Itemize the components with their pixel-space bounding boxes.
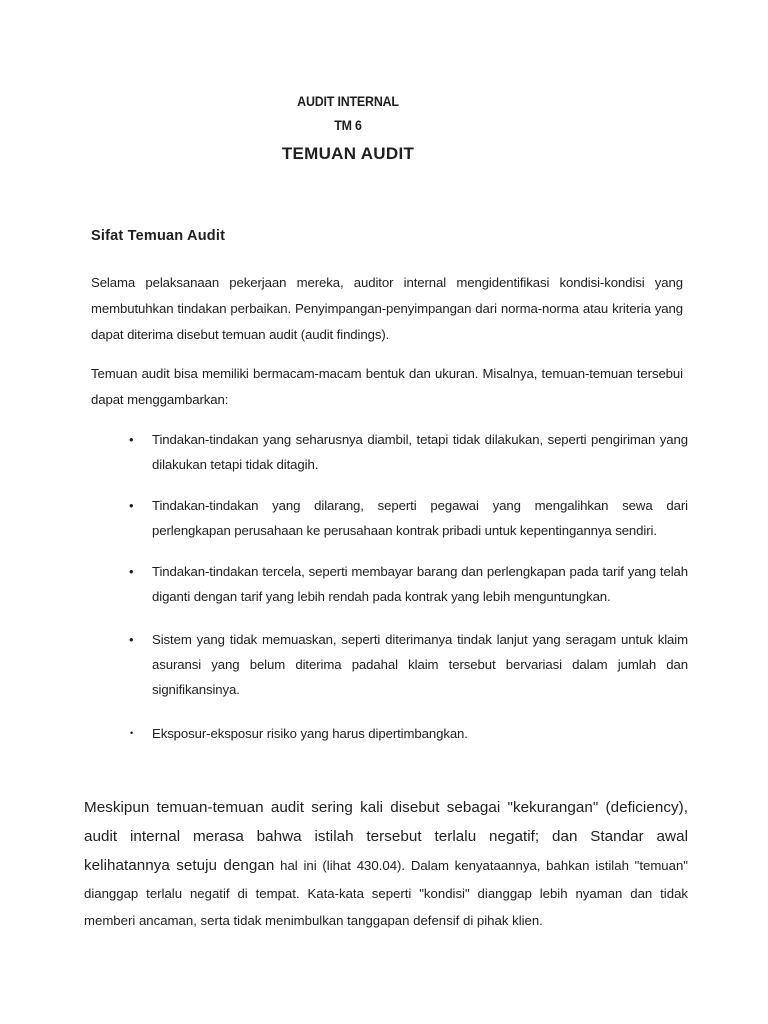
session-label: TM 6 [334,118,362,133]
course-title: AUDIT INTERNAL [297,94,399,109]
bullet-icon: • [129,498,134,513]
bullet-icon: • [130,728,134,738]
paragraph-forms: Temuan audit bisa memiliki bermacam-macam bentuk dan ukuran. Misalnya, temuan-temuan tersebui dapat menggambarkan: [91,366,683,407]
paragraph-intro: Selama pelaksanaan pekerjaan mereka, auditor internal mengidentifikasi kondisi-kondisi yang membutuhkan tindakan perbaikan. Penyimpangan-penyimpangan dari norma-norma atau kriteria yang dapat diterima disebut temuan audit (audit findings). [91,275,683,342]
bullet-icon: • [129,632,134,647]
document-heading [230,90,466,168]
closing-text-small: hal ini (lihat 430.04). Dalam kenyataannya, bahkan istilah "temuan" dianggap terlalu negatif di tempat. Kata-kata seperti "kondisi" dianggap lebih nyaman dan tidak memberi ancaman, serta tidak menimbulkan tanggapan defensif di pihak klien. [84,858,688,928]
list-item-text: Tindakan-tindakan yang seharusnya diambil, tetapi tidak dilakukan, seperti pengiriman yang dilakukan tetapi tidak ditagih. [152,432,688,472]
list-item-text: Sistem yang tidak memuaskan, seperti diterimanya tindak lanjut yang seragam untuk klaim asuransi yang belum diterima padahal klaim tersebut bervariasi dalam jumlah dan signifikansinya. [152,632,688,697]
list-item-text: Tindakan-tindakan yang dilarang, seperti pegawai yang mengalihkan sewa dari perlengkapan perusahaan ke perusahaan kontrak pribadi untuk kepentingannya sendiri. [152,498,688,538]
paragraph-closing [84,793,688,934]
list-item [91,427,688,477]
closing-text-large: Meskipun temuan-temuan audit sering kali disebut sebagai "kekurangan" (deficiency), audit internal merasa bahwa istilah tersebut terlalu negatif; dan Standar awal kelihatannya setuju dengan [84,799,688,874]
findings-list [91,427,688,746]
list-item-text: Eksposur-eksposur risiko yang harus dipertimbangkan. [152,726,468,741]
bullet-icon: • [129,564,134,579]
page-title: TEMUAN AUDIT [281,144,415,163]
list-item [91,627,688,702]
list-item [91,721,688,746]
list-item-text: Tindakan-tindakan tercela, seperti membayar barang dan perlengkapan pada tarif yang telah diganti dengan tarif yang lebih rendah pada kontrak yang lebih menguntungkan. [152,564,688,604]
list-item [91,559,688,609]
bullet-icon: • [129,432,134,447]
list-item [91,493,688,543]
section-heading: Sifat Temuan Audit [91,228,226,244]
